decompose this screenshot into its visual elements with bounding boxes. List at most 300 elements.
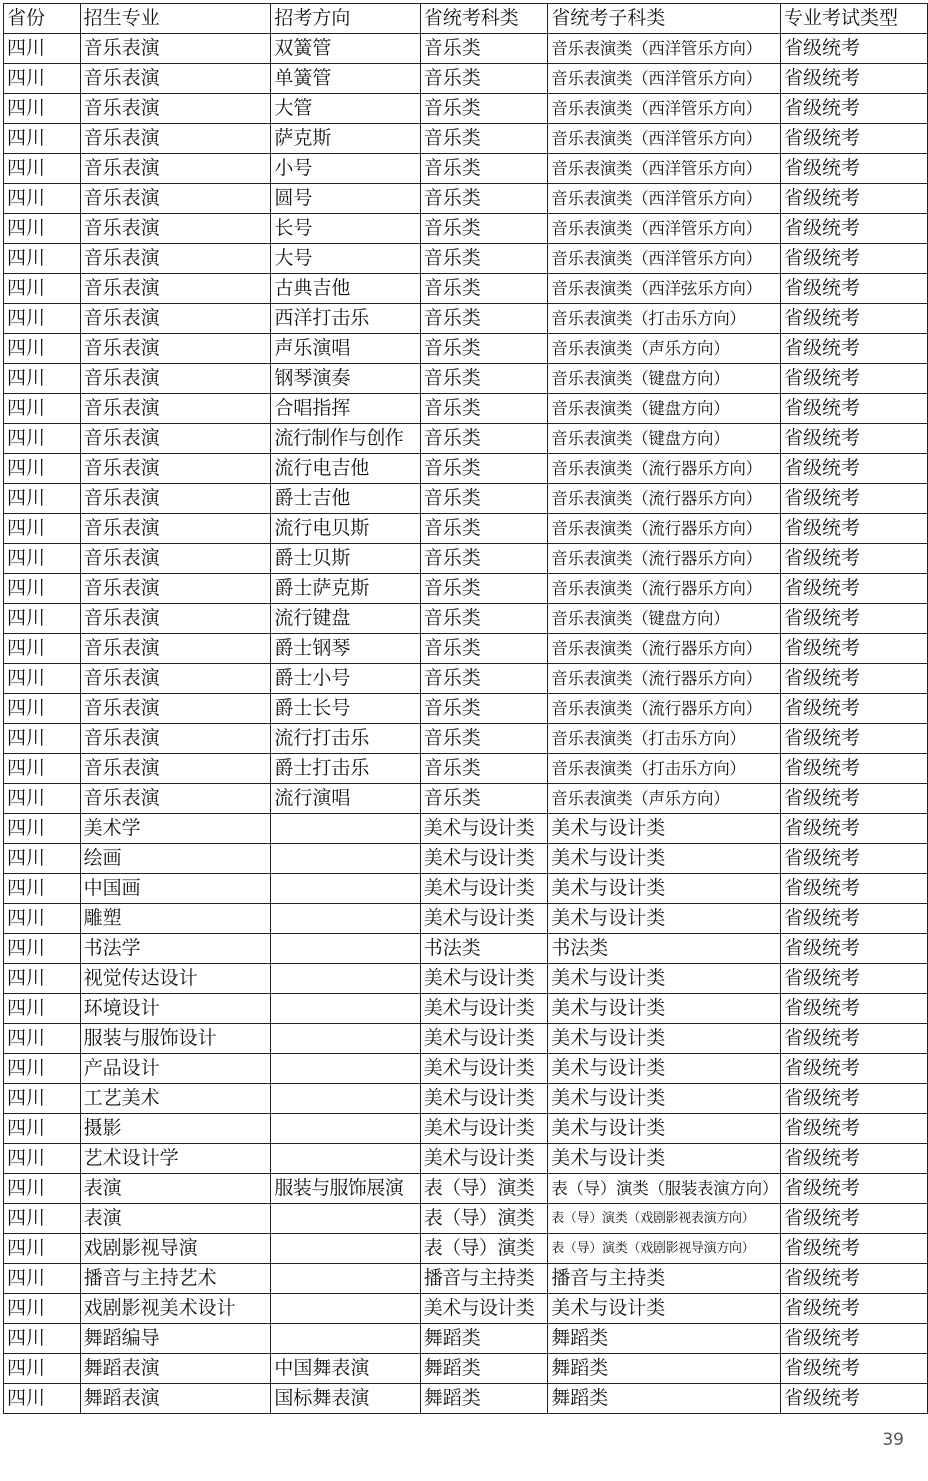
cell-exam-subcategory: 音乐表演类（流行器乐方向） (548, 544, 781, 574)
cell-direction: 服装与服饰展演 (271, 1174, 420, 1204)
table-row (4, 1114, 928, 1144)
cell-direction (271, 994, 420, 1024)
cell-direction: 爵士小号 (271, 664, 420, 694)
cell-exam-type: 省级统考 (781, 394, 928, 424)
cell-direction: 爵士吉他 (271, 484, 420, 514)
cell-province: 四川 (4, 1204, 81, 1234)
cell-major: 音乐表演 (80, 754, 271, 784)
cell-exam-type: 省级统考 (781, 64, 928, 94)
cell-major: 戏剧影视美术设计 (80, 1294, 271, 1324)
cell-province: 四川 (4, 94, 81, 124)
cell-major: 艺术设计学 (80, 1144, 271, 1174)
cell-province: 四川 (4, 904, 81, 934)
cell-direction: 古典吉他 (271, 274, 420, 304)
cell-exam-type: 省级统考 (781, 484, 928, 514)
cell-direction: 爵士贝斯 (271, 544, 420, 574)
cell-exam-category: 音乐类 (420, 64, 548, 94)
cell-province: 四川 (4, 994, 81, 1024)
cell-major: 中国画 (80, 874, 271, 904)
cell-exam-subcategory: 播音与主持类 (548, 1264, 781, 1294)
cell-direction: 长号 (271, 214, 420, 244)
cell-direction (271, 1204, 420, 1234)
cell-exam-subcategory: 音乐表演类（西洋管乐方向） (548, 244, 781, 274)
cell-exam-category: 音乐类 (420, 244, 548, 274)
cell-exam-category: 音乐类 (420, 154, 548, 184)
cell-exam-type: 省级统考 (781, 904, 928, 934)
cell-exam-subcategory: 音乐表演类（键盘方向） (548, 424, 781, 454)
cell-exam-category: 音乐类 (420, 304, 548, 334)
cell-direction: 流行打击乐 (271, 724, 420, 754)
cell-province: 四川 (4, 334, 81, 364)
cell-direction (271, 1024, 420, 1054)
cell-direction: 爵士萨克斯 (271, 574, 420, 604)
cell-direction: 大号 (271, 244, 420, 274)
table-row (4, 1234, 928, 1264)
cell-direction: 流行制作与创作 (271, 424, 420, 454)
cell-exam-type: 省级统考 (781, 544, 928, 574)
cell-exam-type: 省级统考 (781, 124, 928, 154)
cell-exam-subcategory: 音乐表演类（声乐方向） (548, 334, 781, 364)
cell-exam-category: 美术与设计类 (420, 1084, 548, 1114)
table-row (4, 844, 928, 874)
table-row (4, 334, 928, 364)
cell-exam-category: 音乐类 (420, 484, 548, 514)
cell-exam-category: 音乐类 (420, 424, 548, 454)
table-row (4, 394, 928, 424)
cell-province: 四川 (4, 634, 81, 664)
cell-exam-type: 省级统考 (781, 214, 928, 244)
cell-exam-category: 美术与设计类 (420, 814, 548, 844)
cell-exam-subcategory: 音乐表演类（打击乐方向） (548, 754, 781, 784)
table-row (4, 994, 928, 1024)
cell-exam-type: 省级统考 (781, 154, 928, 184)
cell-exam-category: 美术与设计类 (420, 1144, 548, 1174)
cell-province: 四川 (4, 724, 81, 754)
cell-major: 服装与服饰设计 (80, 1024, 271, 1054)
table-row (4, 274, 928, 304)
cell-province: 四川 (4, 124, 81, 154)
cell-exam-subcategory: 表（导）演类（服装表演方向） (548, 1174, 781, 1204)
cell-direction: 爵士长号 (271, 694, 420, 724)
table-row (4, 634, 928, 664)
cell-exam-subcategory: 音乐表演类（流行器乐方向） (548, 484, 781, 514)
cell-exam-category: 音乐类 (420, 724, 548, 754)
cell-province: 四川 (4, 1264, 81, 1294)
cell-province: 四川 (4, 814, 81, 844)
cell-province: 四川 (4, 694, 81, 724)
cell-exam-category: 音乐类 (420, 574, 548, 604)
cell-exam-type: 省级统考 (781, 274, 928, 304)
cell-major: 音乐表演 (80, 304, 271, 334)
cell-exam-subcategory: 音乐表演类（流行器乐方向） (548, 664, 781, 694)
cell-major: 音乐表演 (80, 724, 271, 754)
cell-major: 音乐表演 (80, 484, 271, 514)
table-row (4, 604, 928, 634)
cell-exam-subcategory: 舞蹈类 (548, 1354, 781, 1384)
cell-exam-subcategory: 音乐表演类（键盘方向） (548, 604, 781, 634)
cell-major: 音乐表演 (80, 124, 271, 154)
table-row (4, 1054, 928, 1084)
table-row (4, 64, 928, 94)
table-body (4, 34, 928, 1414)
cell-exam-type: 省级统考 (781, 1204, 928, 1234)
cell-exam-subcategory: 音乐表演类（流行器乐方向） (548, 574, 781, 604)
cell-direction: 流行演唱 (271, 784, 420, 814)
cell-direction: 国标舞表演 (271, 1384, 420, 1414)
cell-major: 音乐表演 (80, 94, 271, 124)
cell-exam-type: 省级统考 (781, 754, 928, 784)
cell-direction: 流行电贝斯 (271, 514, 420, 544)
cell-direction (271, 934, 420, 964)
cell-exam-type: 省级统考 (781, 604, 928, 634)
cell-direction: 西洋打击乐 (271, 304, 420, 334)
cell-province: 四川 (4, 874, 81, 904)
table-row (4, 244, 928, 274)
cell-province: 四川 (4, 1174, 81, 1204)
cell-exam-category: 舞蹈类 (420, 1324, 548, 1354)
cell-exam-category: 音乐类 (420, 634, 548, 664)
cell-exam-subcategory: 音乐表演类（西洋弦乐方向） (548, 274, 781, 304)
cell-province: 四川 (4, 604, 81, 634)
cell-exam-type: 省级统考 (781, 634, 928, 664)
cell-major: 音乐表演 (80, 34, 271, 64)
cell-direction (271, 964, 420, 994)
cell-major: 舞蹈编导 (80, 1324, 271, 1354)
cell-exam-type: 省级统考 (781, 1114, 928, 1144)
cell-exam-subcategory: 美术与设计类 (548, 1144, 781, 1174)
cell-exam-category: 舞蹈类 (420, 1354, 548, 1384)
table-row (4, 874, 928, 904)
cell-exam-subcategory: 美术与设计类 (548, 1294, 781, 1324)
cell-exam-type: 省级统考 (781, 454, 928, 484)
table-row (4, 184, 928, 214)
table-row (4, 694, 928, 724)
cell-province: 四川 (4, 964, 81, 994)
cell-province: 四川 (4, 934, 81, 964)
cell-province: 四川 (4, 34, 81, 64)
cell-exam-subcategory: 音乐表演类（流行器乐方向） (548, 514, 781, 544)
cell-direction: 单簧管 (271, 64, 420, 94)
cell-direction (271, 1294, 420, 1324)
cell-exam-type: 省级统考 (781, 1384, 928, 1414)
cell-exam-category: 舞蹈类 (420, 1384, 548, 1414)
table-row (4, 904, 928, 934)
cell-exam-subcategory: 音乐表演类（西洋管乐方向） (548, 94, 781, 124)
cell-exam-type: 省级统考 (781, 1084, 928, 1114)
cell-province: 四川 (4, 364, 81, 394)
cell-direction: 爵士钢琴 (271, 634, 420, 664)
cell-exam-type: 省级统考 (781, 1264, 928, 1294)
cell-exam-category: 书法类 (420, 934, 548, 964)
cell-exam-subcategory: 音乐表演类（西洋管乐方向） (548, 64, 781, 94)
cell-province: 四川 (4, 1084, 81, 1114)
cell-exam-subcategory: 美术与设计类 (548, 964, 781, 994)
cell-exam-type: 省级统考 (781, 934, 928, 964)
cell-major: 音乐表演 (80, 664, 271, 694)
table-row (4, 1144, 928, 1174)
cell-province: 四川 (4, 1384, 81, 1414)
cell-province: 四川 (4, 1054, 81, 1084)
table-row (4, 484, 928, 514)
table-row (4, 784, 928, 814)
table-row (4, 1294, 928, 1324)
cell-exam-type: 省级统考 (781, 874, 928, 904)
cell-exam-type: 省级统考 (781, 844, 928, 874)
cell-major: 音乐表演 (80, 274, 271, 304)
table-row (4, 544, 928, 574)
cell-province: 四川 (4, 544, 81, 574)
cell-exam-type: 省级统考 (781, 574, 928, 604)
cell-exam-subcategory: 音乐表演类（西洋管乐方向） (548, 184, 781, 214)
cell-direction: 圆号 (271, 184, 420, 214)
cell-exam-type: 省级统考 (781, 34, 928, 64)
cell-exam-subcategory: 美术与设计类 (548, 814, 781, 844)
cell-exam-category: 美术与设计类 (420, 874, 548, 904)
cell-province: 四川 (4, 184, 81, 214)
cell-province: 四川 (4, 784, 81, 814)
table-row (4, 724, 928, 754)
cell-major: 产品设计 (80, 1054, 271, 1084)
cell-exam-type: 省级统考 (781, 1234, 928, 1264)
cell-exam-category: 播音与主持类 (420, 1264, 548, 1294)
table-row (4, 94, 928, 124)
cell-exam-subcategory: 音乐表演类（打击乐方向） (548, 724, 781, 754)
cell-exam-type: 省级统考 (781, 814, 928, 844)
cell-province: 四川 (4, 424, 81, 454)
header-exam-subcategory: 省统考子科类 (548, 4, 781, 34)
cell-exam-subcategory: 美术与设计类 (548, 1054, 781, 1084)
header-exam-category: 省统考科类 (420, 4, 548, 34)
cell-major: 美术学 (80, 814, 271, 844)
cell-province: 四川 (4, 1144, 81, 1174)
cell-exam-subcategory: 美术与设计类 (548, 904, 781, 934)
cell-major: 表演 (80, 1204, 271, 1234)
cell-province: 四川 (4, 1114, 81, 1144)
cell-major: 播音与主持艺术 (80, 1264, 271, 1294)
table-row (4, 964, 928, 994)
cell-major: 音乐表演 (80, 604, 271, 634)
cell-exam-type: 省级统考 (781, 694, 928, 724)
cell-exam-category: 音乐类 (420, 784, 548, 814)
cell-exam-category: 表（导）演类 (420, 1174, 548, 1204)
cell-major: 音乐表演 (80, 154, 271, 184)
cell-exam-subcategory: 美术与设计类 (548, 844, 781, 874)
cell-exam-category: 音乐类 (420, 394, 548, 424)
cell-major: 音乐表演 (80, 514, 271, 544)
cell-exam-type: 省级统考 (781, 1324, 928, 1354)
cell-exam-type: 省级统考 (781, 784, 928, 814)
cell-exam-category: 音乐类 (420, 364, 548, 394)
cell-major: 音乐表演 (80, 544, 271, 574)
cell-exam-subcategory: 舞蹈类 (548, 1324, 781, 1354)
cell-exam-subcategory: 书法类 (548, 934, 781, 964)
cell-exam-category: 表（导）演类 (420, 1234, 548, 1264)
cell-major: 表演 (80, 1174, 271, 1204)
cell-exam-type: 省级统考 (781, 1024, 928, 1054)
cell-exam-subcategory: 美术与设计类 (548, 994, 781, 1024)
cell-exam-type: 省级统考 (781, 424, 928, 454)
table-header (4, 4, 928, 34)
header-exam-type: 专业考试类型 (781, 4, 928, 34)
table-row (4, 1174, 928, 1204)
cell-province: 四川 (4, 304, 81, 334)
cell-direction: 萨克斯 (271, 124, 420, 154)
cell-direction: 双簧管 (271, 34, 420, 64)
cell-major: 音乐表演 (80, 394, 271, 424)
header-row (4, 4, 928, 34)
cell-direction (271, 1324, 420, 1354)
cell-direction (271, 1234, 420, 1264)
cell-province: 四川 (4, 394, 81, 424)
table-row (4, 1354, 928, 1384)
cell-province: 四川 (4, 1294, 81, 1324)
cell-direction (271, 1114, 420, 1144)
table-row (4, 1264, 928, 1294)
cell-direction (271, 1144, 420, 1174)
cell-major: 音乐表演 (80, 244, 271, 274)
cell-exam-subcategory: 音乐表演类（声乐方向） (548, 784, 781, 814)
cell-direction: 合唱指挥 (271, 394, 420, 424)
table-row (4, 1024, 928, 1054)
cell-exam-type: 省级统考 (781, 1174, 928, 1204)
cell-exam-category: 音乐类 (420, 544, 548, 574)
cell-major: 音乐表演 (80, 424, 271, 454)
cell-direction (271, 844, 420, 874)
table-row (4, 34, 928, 64)
cell-province: 四川 (4, 514, 81, 544)
cell-exam-subcategory: 音乐表演类（键盘方向） (548, 364, 781, 394)
cell-exam-category: 美术与设计类 (420, 1114, 548, 1144)
cell-exam-category: 音乐类 (420, 694, 548, 724)
header-direction: 招考方向 (271, 4, 420, 34)
cell-exam-category: 美术与设计类 (420, 904, 548, 934)
cell-exam-category: 美术与设计类 (420, 1024, 548, 1054)
cell-exam-subcategory: 美术与设计类 (548, 1084, 781, 1114)
cell-exam-subcategory: 美术与设计类 (548, 874, 781, 904)
cell-exam-subcategory: 音乐表演类（西洋管乐方向） (548, 214, 781, 244)
cell-exam-category: 音乐类 (420, 34, 548, 64)
cell-exam-subcategory: 音乐表演类（西洋管乐方向） (548, 34, 781, 64)
table-row (4, 304, 928, 334)
cell-major: 工艺美术 (80, 1084, 271, 1114)
cell-exam-category: 音乐类 (420, 604, 548, 634)
cell-exam-type: 省级统考 (781, 184, 928, 214)
cell-exam-category: 音乐类 (420, 514, 548, 544)
table-row (4, 154, 928, 184)
cell-exam-type: 省级统考 (781, 964, 928, 994)
table-row (4, 814, 928, 844)
cell-exam-subcategory: 音乐表演类（键盘方向） (548, 394, 781, 424)
cell-province: 四川 (4, 454, 81, 484)
table-row (4, 364, 928, 394)
cell-exam-type: 省级统考 (781, 1354, 928, 1384)
cell-province: 四川 (4, 484, 81, 514)
cell-exam-type: 省级统考 (781, 514, 928, 544)
cell-exam-subcategory: 美术与设计类 (548, 1114, 781, 1144)
cell-exam-type: 省级统考 (781, 724, 928, 754)
cell-direction: 声乐演唱 (271, 334, 420, 364)
header-province: 省份 (4, 4, 81, 34)
cell-exam-subcategory: 音乐表演类（西洋管乐方向） (548, 124, 781, 154)
cell-direction: 中国舞表演 (271, 1354, 420, 1384)
cell-exam-category: 音乐类 (420, 334, 548, 364)
cell-province: 四川 (4, 244, 81, 274)
cell-direction (271, 1264, 420, 1294)
cell-exam-subcategory: 音乐表演类（流行器乐方向） (548, 454, 781, 484)
cell-exam-type: 省级统考 (781, 664, 928, 694)
cell-province: 四川 (4, 1354, 81, 1384)
cell-major: 音乐表演 (80, 334, 271, 364)
cell-province: 四川 (4, 64, 81, 94)
cell-direction (271, 814, 420, 844)
cell-major: 环境设计 (80, 994, 271, 1024)
cell-exam-category: 音乐类 (420, 754, 548, 784)
cell-major: 音乐表演 (80, 214, 271, 244)
cell-exam-type: 省级统考 (781, 94, 928, 124)
cell-exam-category: 美术与设计类 (420, 844, 548, 874)
cell-province: 四川 (4, 1024, 81, 1054)
cell-province: 四川 (4, 154, 81, 184)
cell-major: 音乐表演 (80, 184, 271, 214)
cell-exam-category: 音乐类 (420, 214, 548, 244)
cell-province: 四川 (4, 1234, 81, 1264)
table-row (4, 1384, 928, 1414)
cell-major: 音乐表演 (80, 454, 271, 484)
cell-exam-type: 省级统考 (781, 1294, 928, 1324)
cell-province: 四川 (4, 844, 81, 874)
cell-direction: 流行电吉他 (271, 454, 420, 484)
cell-exam-subcategory: 表（导）演类（戏剧影视导演方向） (548, 1234, 781, 1264)
table-row (4, 1084, 928, 1114)
cell-major: 雕塑 (80, 904, 271, 934)
cell-major: 音乐表演 (80, 784, 271, 814)
cell-province: 四川 (4, 574, 81, 604)
cell-exam-subcategory: 表（导）演类（戏剧影视表演方向） (548, 1204, 781, 1234)
cell-major: 音乐表演 (80, 574, 271, 604)
cell-exam-category: 音乐类 (420, 274, 548, 304)
cell-direction (271, 1054, 420, 1084)
table-row (4, 574, 928, 604)
cell-major: 舞蹈表演 (80, 1354, 271, 1384)
cell-exam-subcategory: 舞蹈类 (548, 1384, 781, 1414)
cell-direction: 大管 (271, 94, 420, 124)
cell-exam-category: 美术与设计类 (420, 1294, 548, 1324)
table-row (4, 514, 928, 544)
cell-direction (271, 874, 420, 904)
cell-exam-category: 美术与设计类 (420, 964, 548, 994)
cell-major: 书法学 (80, 934, 271, 964)
cell-exam-type: 省级统考 (781, 244, 928, 274)
cell-exam-type: 省级统考 (781, 1054, 928, 1084)
table-row (4, 1204, 928, 1234)
table-row (4, 214, 928, 244)
cell-exam-category: 表（导）演类 (420, 1204, 548, 1234)
cell-exam-type: 省级统考 (781, 334, 928, 364)
cell-exam-category: 美术与设计类 (420, 994, 548, 1024)
page-number: 39 (882, 1430, 904, 1450)
cell-exam-category: 音乐类 (420, 664, 548, 694)
cell-direction: 小号 (271, 154, 420, 184)
cell-exam-type: 省级统考 (781, 994, 928, 1024)
cell-major: 戏剧影视导演 (80, 1234, 271, 1264)
cell-direction: 流行键盘 (271, 604, 420, 634)
cell-exam-category: 音乐类 (420, 454, 548, 484)
cell-province: 四川 (4, 754, 81, 784)
admission-table (3, 3, 928, 1414)
cell-exam-subcategory: 音乐表演类（西洋管乐方向） (548, 154, 781, 184)
cell-exam-type: 省级统考 (781, 304, 928, 334)
cell-major: 摄影 (80, 1114, 271, 1144)
